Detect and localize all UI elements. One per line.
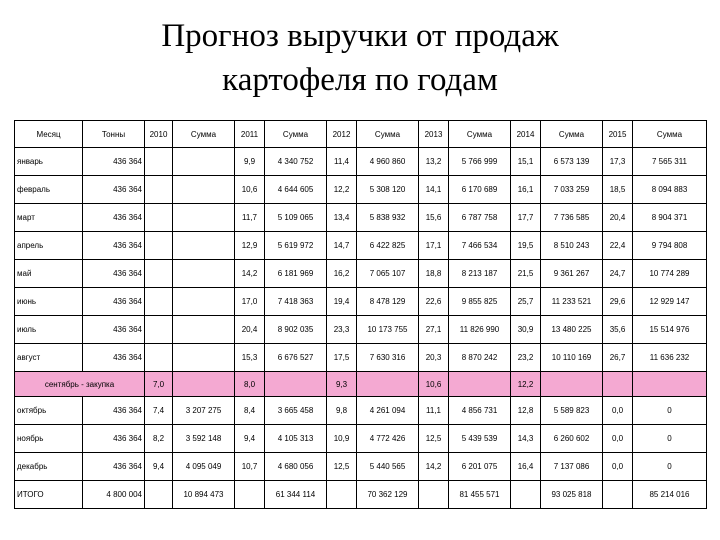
table-cell: 436 364: [83, 148, 145, 176]
table-cell: 14,2: [419, 453, 449, 481]
table-cell: 15,1: [511, 148, 541, 176]
month-cell: январь: [15, 148, 83, 176]
table-cell: 13,4: [327, 204, 357, 232]
table-cell: 17,5: [327, 344, 357, 372]
table-cell: 17,3: [603, 148, 633, 176]
table-cell: [145, 232, 173, 260]
table-cell: [173, 260, 235, 288]
table-cell: 5 439 539: [449, 425, 511, 453]
table-cell: 14,2: [235, 260, 265, 288]
table-cell: 22,6: [419, 288, 449, 316]
purchase-row: [15, 372, 707, 397]
table-cell: 9,9: [235, 148, 265, 176]
table-row: [15, 316, 707, 344]
table-cell: 7 065 107: [357, 260, 419, 288]
table-cell: 10 173 755: [357, 316, 419, 344]
table-cell: 9 361 267: [541, 260, 603, 288]
table-cell: 7,4: [145, 397, 173, 425]
table-cell: 0: [633, 453, 707, 481]
table-cell: 24,7: [603, 260, 633, 288]
table-cell: 10,9: [327, 425, 357, 453]
table-cell: [173, 204, 235, 232]
table-cell: [173, 176, 235, 204]
table-cell: 4 095 049: [173, 453, 235, 481]
table-cell: [603, 372, 633, 397]
table-cell: 436 364: [83, 232, 145, 260]
total-sum-2014: 93 025 818: [541, 481, 603, 509]
table-cell: [173, 232, 235, 260]
table-cell: 25,7: [511, 288, 541, 316]
table-cell: 7 466 534: [449, 232, 511, 260]
table-cell: 6 422 825: [357, 232, 419, 260]
table-cell: 11,7: [235, 204, 265, 232]
table-cell: 21,5: [511, 260, 541, 288]
header-cell: Сумма: [633, 121, 707, 148]
table-cell: 5 109 065: [265, 204, 327, 232]
table-cell: 436 364: [83, 260, 145, 288]
table-cell: 5 589 823: [541, 397, 603, 425]
table-cell: 11 826 990: [449, 316, 511, 344]
table-cell: 17,1: [419, 232, 449, 260]
table-cell: 22,4: [603, 232, 633, 260]
month-cell: декабрь: [15, 453, 83, 481]
total-label: ИТОГО: [15, 481, 83, 509]
table-cell: 436 364: [83, 288, 145, 316]
table-row: [15, 232, 707, 260]
table-cell: 7 736 585: [541, 204, 603, 232]
table-cell: 6 170 689: [449, 176, 511, 204]
table-cell: 3 207 275: [173, 397, 235, 425]
header-cell: Сумма: [357, 121, 419, 148]
table-cell: 15,6: [419, 204, 449, 232]
table-cell: 4 856 731: [449, 397, 511, 425]
month-cell: июнь: [15, 288, 83, 316]
purchase-value-2010: 7,0: [145, 372, 173, 397]
header-cell: Сумма: [541, 121, 603, 148]
table-cell: 9,4: [235, 425, 265, 453]
header-cell: Сумма: [173, 121, 235, 148]
table-cell: [145, 148, 173, 176]
table-cell: 7 630 316: [357, 344, 419, 372]
table-cell: 3 592 148: [173, 425, 235, 453]
table-cell: 10,7: [235, 453, 265, 481]
table-row: [15, 344, 707, 372]
table-cell: 14,1: [419, 176, 449, 204]
header-cell: 2012: [327, 121, 357, 148]
table-cell: 11,4: [327, 148, 357, 176]
table-cell: 4 105 313: [265, 425, 327, 453]
table-cell: 18,5: [603, 176, 633, 204]
table-cell: 5 308 120: [357, 176, 419, 204]
table-cell: [327, 481, 357, 509]
table-cell: 6 260 602: [541, 425, 603, 453]
table-cell: 4 644 605: [265, 176, 327, 204]
table-cell: [173, 288, 235, 316]
table-cell: 5 440 565: [357, 453, 419, 481]
header-cell: 2011: [235, 121, 265, 148]
table-cell: 0: [633, 397, 707, 425]
table-cell: 0: [633, 425, 707, 453]
table-cell: 14,3: [511, 425, 541, 453]
table-cell: 9 855 825: [449, 288, 511, 316]
table-row: [15, 204, 707, 232]
table-cell: [235, 481, 265, 509]
table-cell: [603, 481, 633, 509]
table-cell: [265, 372, 327, 397]
header-cell: 2015: [603, 121, 633, 148]
purchase-label: сентябрь - закупка: [15, 372, 145, 397]
table-cell: 11,1: [419, 397, 449, 425]
table-cell: 12,5: [327, 453, 357, 481]
table-cell: 14,7: [327, 232, 357, 260]
purchase-value-2014: 12,2: [511, 372, 541, 397]
table-cell: 27,1: [419, 316, 449, 344]
table-cell: 7 565 311: [633, 148, 707, 176]
table-cell: 10,6: [235, 176, 265, 204]
table-cell: 35,6: [603, 316, 633, 344]
table-cell: [145, 204, 173, 232]
table-cell: 12,9: [235, 232, 265, 260]
total-sum-2011: 61 344 114: [265, 481, 327, 509]
table-row: [15, 397, 707, 425]
table-row: [15, 260, 707, 288]
table-cell: [145, 316, 173, 344]
table-cell: 20,3: [419, 344, 449, 372]
table-cell: [145, 344, 173, 372]
total-sum-2013: 81 455 571: [449, 481, 511, 509]
header-cell: 2014: [511, 121, 541, 148]
table-cell: 20,4: [235, 316, 265, 344]
table-cell: 10 110 169: [541, 344, 603, 372]
table-cell: 19,5: [511, 232, 541, 260]
table-cell: 6 787 758: [449, 204, 511, 232]
table-cell: [145, 288, 173, 316]
table-cell: 7 033 259: [541, 176, 603, 204]
header-cell: 2013: [419, 121, 449, 148]
table-cell: 23,2: [511, 344, 541, 372]
total-sum-2015: 85 214 016: [633, 481, 707, 509]
table-cell: 4 772 426: [357, 425, 419, 453]
table-cell: 436 364: [83, 453, 145, 481]
month-cell: май: [15, 260, 83, 288]
total-sum-2010: 10 894 473: [173, 481, 235, 509]
table-cell: 12,2: [327, 176, 357, 204]
table-cell: 17,0: [235, 288, 265, 316]
table-row: [15, 176, 707, 204]
table-cell: 6 573 139: [541, 148, 603, 176]
table-cell: 436 364: [83, 397, 145, 425]
table-cell: 8 478 129: [357, 288, 419, 316]
table-cell: [173, 148, 235, 176]
table-row: [15, 288, 707, 316]
month-cell: март: [15, 204, 83, 232]
table-cell: 19,4: [327, 288, 357, 316]
title-line-2: картофеля по годам: [222, 62, 498, 98]
table-cell: [145, 176, 173, 204]
table-cell: 8 870 242: [449, 344, 511, 372]
table-cell: 15 514 976: [633, 316, 707, 344]
table-cell: 436 364: [83, 344, 145, 372]
table-cell: 6 676 527: [265, 344, 327, 372]
month-cell: июль: [15, 316, 83, 344]
table-cell: 6 181 969: [265, 260, 327, 288]
table-row: [15, 453, 707, 481]
table-cell: [173, 344, 235, 372]
table-cell: 18,8: [419, 260, 449, 288]
table-cell: 0,0: [603, 425, 633, 453]
table-cell: 15,3: [235, 344, 265, 372]
table-cell: 29,6: [603, 288, 633, 316]
table-cell: 16,2: [327, 260, 357, 288]
table-cell: 4 960 860: [357, 148, 419, 176]
table-cell: [173, 316, 235, 344]
table-cell: 13,2: [419, 148, 449, 176]
table-cell: 26,7: [603, 344, 633, 372]
header-cell: Сумма: [449, 121, 511, 148]
table-cell: 12,5: [419, 425, 449, 453]
header-cell: Месяц: [15, 121, 83, 148]
table-cell: 436 364: [83, 204, 145, 232]
table-cell: 17,7: [511, 204, 541, 232]
month-cell: октябрь: [15, 397, 83, 425]
month-cell: февраль: [15, 176, 83, 204]
table-cell: 5 766 999: [449, 148, 511, 176]
purchase-value-2011: 8,0: [235, 372, 265, 397]
table-cell: 11 636 232: [633, 344, 707, 372]
table-cell: 16,1: [511, 176, 541, 204]
table-cell: [419, 481, 449, 509]
table-cell: 9,4: [145, 453, 173, 481]
table-cell: 23,3: [327, 316, 357, 344]
table-row: [15, 148, 707, 176]
slide-title: [0, 14, 720, 102]
table-cell: 13 480 225: [541, 316, 603, 344]
title-line-1: Прогноз выручки от продаж: [161, 18, 559, 54]
table-cell: [541, 372, 603, 397]
header-cell: Тонны: [83, 121, 145, 148]
table-cell: 8 902 035: [265, 316, 327, 344]
table-cell: 5 838 932: [357, 204, 419, 232]
table-cell: 8,4: [235, 397, 265, 425]
table-cell: 8,2: [145, 425, 173, 453]
header-cell: Сумма: [265, 121, 327, 148]
table-cell: 16,4: [511, 453, 541, 481]
table-cell: [173, 372, 235, 397]
total-sum-2012: 70 362 129: [357, 481, 419, 509]
month-cell: ноябрь: [15, 425, 83, 453]
table-cell: 7 137 086: [541, 453, 603, 481]
table-cell: [449, 372, 511, 397]
table-cell: [633, 372, 707, 397]
table-cell: [357, 372, 419, 397]
table-cell: 5 619 972: [265, 232, 327, 260]
table-cell: 9,8: [327, 397, 357, 425]
purchase-value-2013: 10,6: [419, 372, 449, 397]
table-cell: 436 364: [83, 316, 145, 344]
table-cell: 8 213 187: [449, 260, 511, 288]
table-cell: 12,8: [511, 397, 541, 425]
table-cell: 8 510 243: [541, 232, 603, 260]
month-cell: август: [15, 344, 83, 372]
header-cell: 2010: [145, 121, 173, 148]
table-cell: 436 364: [83, 176, 145, 204]
forecast-table: [14, 120, 707, 509]
total-row: [15, 481, 707, 509]
table-cell: 10 774 289: [633, 260, 707, 288]
total-tons: 4 800 004: [83, 481, 145, 509]
header-row: [15, 121, 707, 148]
table-cell: [145, 260, 173, 288]
table-cell: 6 201 075: [449, 453, 511, 481]
purchase-value-2012: 9,3: [327, 372, 357, 397]
table-cell: 12 929 147: [633, 288, 707, 316]
table-cell: 9 794 808: [633, 232, 707, 260]
table-cell: 8 094 883: [633, 176, 707, 204]
table-cell: 20,4: [603, 204, 633, 232]
table-cell: 4 340 752: [265, 148, 327, 176]
table-cell: 8 904 371: [633, 204, 707, 232]
table-cell: 4 680 056: [265, 453, 327, 481]
table-cell: 436 364: [83, 425, 145, 453]
table-cell: [511, 481, 541, 509]
table-cell: [145, 481, 173, 509]
table-cell: 3 665 458: [265, 397, 327, 425]
table-cell: 7 418 363: [265, 288, 327, 316]
month-cell: апрель: [15, 232, 83, 260]
table-cell: 11 233 521: [541, 288, 603, 316]
table-cell: 30,9: [511, 316, 541, 344]
table-cell: 0,0: [603, 453, 633, 481]
table-cell: 0,0: [603, 397, 633, 425]
table-row: [15, 425, 707, 453]
table-cell: 4 261 094: [357, 397, 419, 425]
